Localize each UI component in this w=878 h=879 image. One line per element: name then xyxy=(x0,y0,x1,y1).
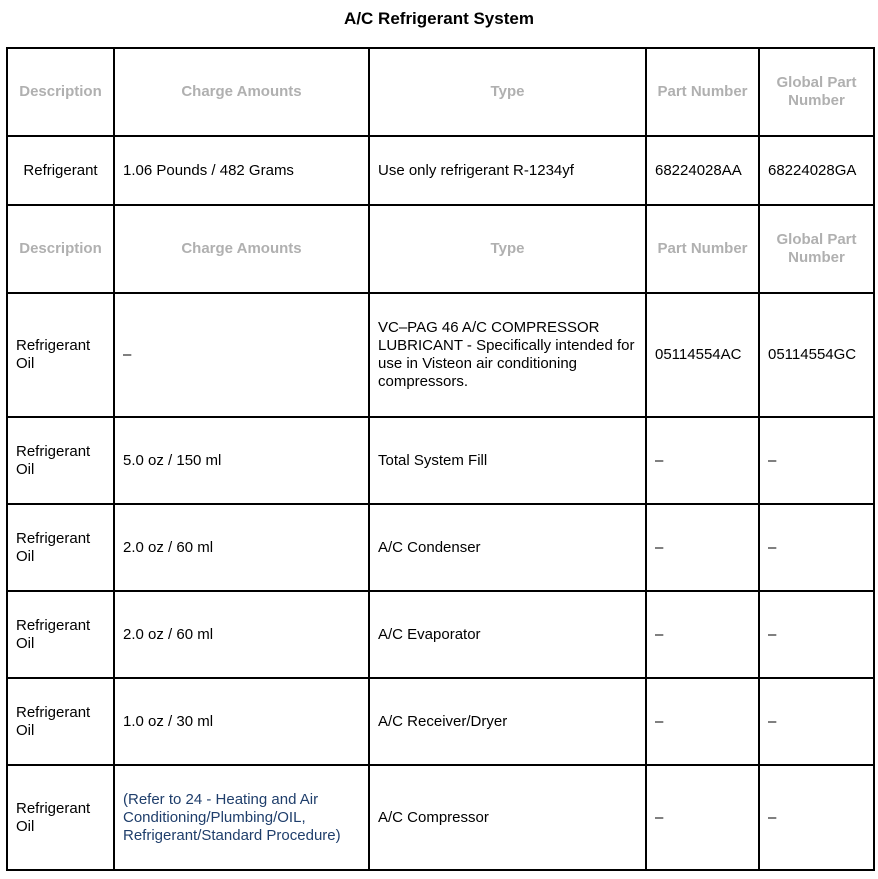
cell-charge-amount: 5.0 oz / 150 ml xyxy=(114,417,369,504)
table-row xyxy=(7,417,874,504)
table-row xyxy=(7,591,874,678)
cell-charge-amount: 2.0 oz / 60 ml xyxy=(114,504,369,591)
cell-part-number: 68224028AA xyxy=(646,136,759,205)
cell-charge-amount: 1.06 Pounds / 482 Grams xyxy=(114,136,369,205)
cell-global-part-number: 68224028GA xyxy=(759,136,874,205)
cell-global-part-number: 05114554GC xyxy=(759,293,874,417)
header-description: Description xyxy=(7,205,114,293)
table-row xyxy=(7,136,874,205)
procedure-reference-link[interactable]: (Refer to 24 - Heating and Air Conditioning/Plumbing/OIL, Refrigerant/Standard Procedure) xyxy=(114,765,369,870)
cell-charge-amount: 1.0 oz / 30 ml xyxy=(114,678,369,765)
table-row xyxy=(7,678,874,765)
cell-type: Total System Fill xyxy=(369,417,646,504)
page-title: A/C Refrigerant System xyxy=(344,9,534,28)
cell-type: A/C Compressor xyxy=(369,765,646,870)
refrigerant-spec-table xyxy=(6,47,875,871)
header-type: Type xyxy=(369,205,646,293)
cell-description: Refrigerant Oil xyxy=(7,765,114,870)
cell-global-part-number: – xyxy=(759,678,874,765)
cell-description: Refrigerant xyxy=(7,136,114,205)
cell-type: A/C Receiver/Dryer xyxy=(369,678,646,765)
cell-type: A/C Condenser xyxy=(369,504,646,591)
cell-description: Refrigerant Oil xyxy=(7,591,114,678)
cell-global-part-number: – xyxy=(759,591,874,678)
header-part-number: Part Number xyxy=(646,48,759,136)
cell-global-part-number: – xyxy=(759,417,874,504)
table-row xyxy=(7,765,874,870)
cell-description: Refrigerant Oil xyxy=(7,504,114,591)
cell-part-number: – xyxy=(646,591,759,678)
cell-charge-amount: – xyxy=(114,293,369,417)
cell-part-number: – xyxy=(646,417,759,504)
cell-global-part-number: – xyxy=(759,765,874,870)
cell-description: Refrigerant Oil xyxy=(7,678,114,765)
header-charge-amounts: Charge Amounts xyxy=(114,205,369,293)
cell-type: A/C Evaporator xyxy=(369,591,646,678)
cell-charge-amount: 2.0 oz / 60 ml xyxy=(114,591,369,678)
header-global-part-number: Global Part Number xyxy=(759,205,874,293)
cell-description: Refrigerant Oil xyxy=(7,417,114,504)
table-row xyxy=(7,293,874,417)
cell-type: Use only refrigerant R-1234yf xyxy=(369,136,646,205)
header-charge-amounts: Charge Amounts xyxy=(114,48,369,136)
cell-type: VC–PAG 46 A/C COMPRESSOR LUBRICANT - Specifically intended for use in Visteon air conditioning compressors. xyxy=(369,293,646,417)
cell-global-part-number: – xyxy=(759,504,874,591)
cell-part-number: – xyxy=(646,678,759,765)
cell-part-number: – xyxy=(646,504,759,591)
cell-part-number: 05114554AC xyxy=(646,293,759,417)
table-header-row xyxy=(7,205,874,293)
header-type: Type xyxy=(369,48,646,136)
cell-description: Refrigerant Oil xyxy=(7,293,114,417)
cell-part-number: – xyxy=(646,765,759,870)
header-description: Description xyxy=(7,48,114,136)
table-header-row xyxy=(7,48,874,136)
header-global-part-number: Global Part Number xyxy=(759,48,874,136)
table-row xyxy=(7,504,874,591)
header-part-number: Part Number xyxy=(646,205,759,293)
